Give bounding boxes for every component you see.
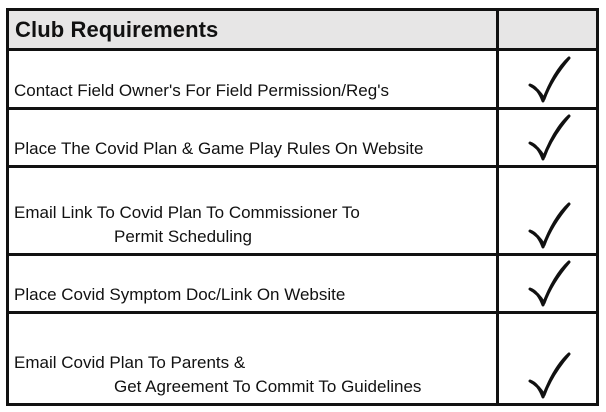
- table-header: [9, 11, 499, 51]
- check-icon: [527, 201, 571, 251]
- requirement-line: Place Covid Symptom Doc/Link On Website: [14, 285, 346, 304]
- status-cell: [499, 51, 596, 110]
- requirement-line: Email Link To Covid Plan To Commissioner To: [14, 203, 360, 222]
- requirement-line: Email Covid Plan To Parents &: [14, 353, 246, 372]
- club-requirements-table: [6, 8, 599, 406]
- table-row: [9, 256, 499, 314]
- requirement-line-continued: Get Agreement To Commit To Guidelines: [114, 377, 422, 396]
- status-cell: [499, 110, 596, 168]
- check-icon: [527, 113, 571, 163]
- table-row: [9, 314, 499, 403]
- requirement-text: [14, 283, 345, 307]
- status-cell: [499, 168, 596, 256]
- requirement-text: [14, 137, 423, 161]
- requirement-line: Contact Field Owner's For Field Permission/Reg's: [14, 81, 389, 100]
- check-icon: [527, 55, 571, 105]
- table-title: Club Requirements: [15, 17, 219, 42]
- table-row: [9, 168, 499, 256]
- requirement-line: Place The Covid Plan & Game Play Rules On Website: [14, 139, 424, 158]
- requirement-line-continued: Permit Scheduling: [114, 227, 252, 246]
- requirement-text: [14, 201, 360, 249]
- table-row: [9, 51, 499, 110]
- requirement-text: [14, 351, 421, 399]
- check-icon: [527, 259, 571, 309]
- status-column-header: [499, 11, 596, 51]
- requirement-text: [14, 79, 389, 103]
- status-cell: [499, 314, 596, 403]
- status-cell: [499, 256, 596, 314]
- table-row: [9, 110, 499, 168]
- check-icon: [527, 351, 571, 401]
